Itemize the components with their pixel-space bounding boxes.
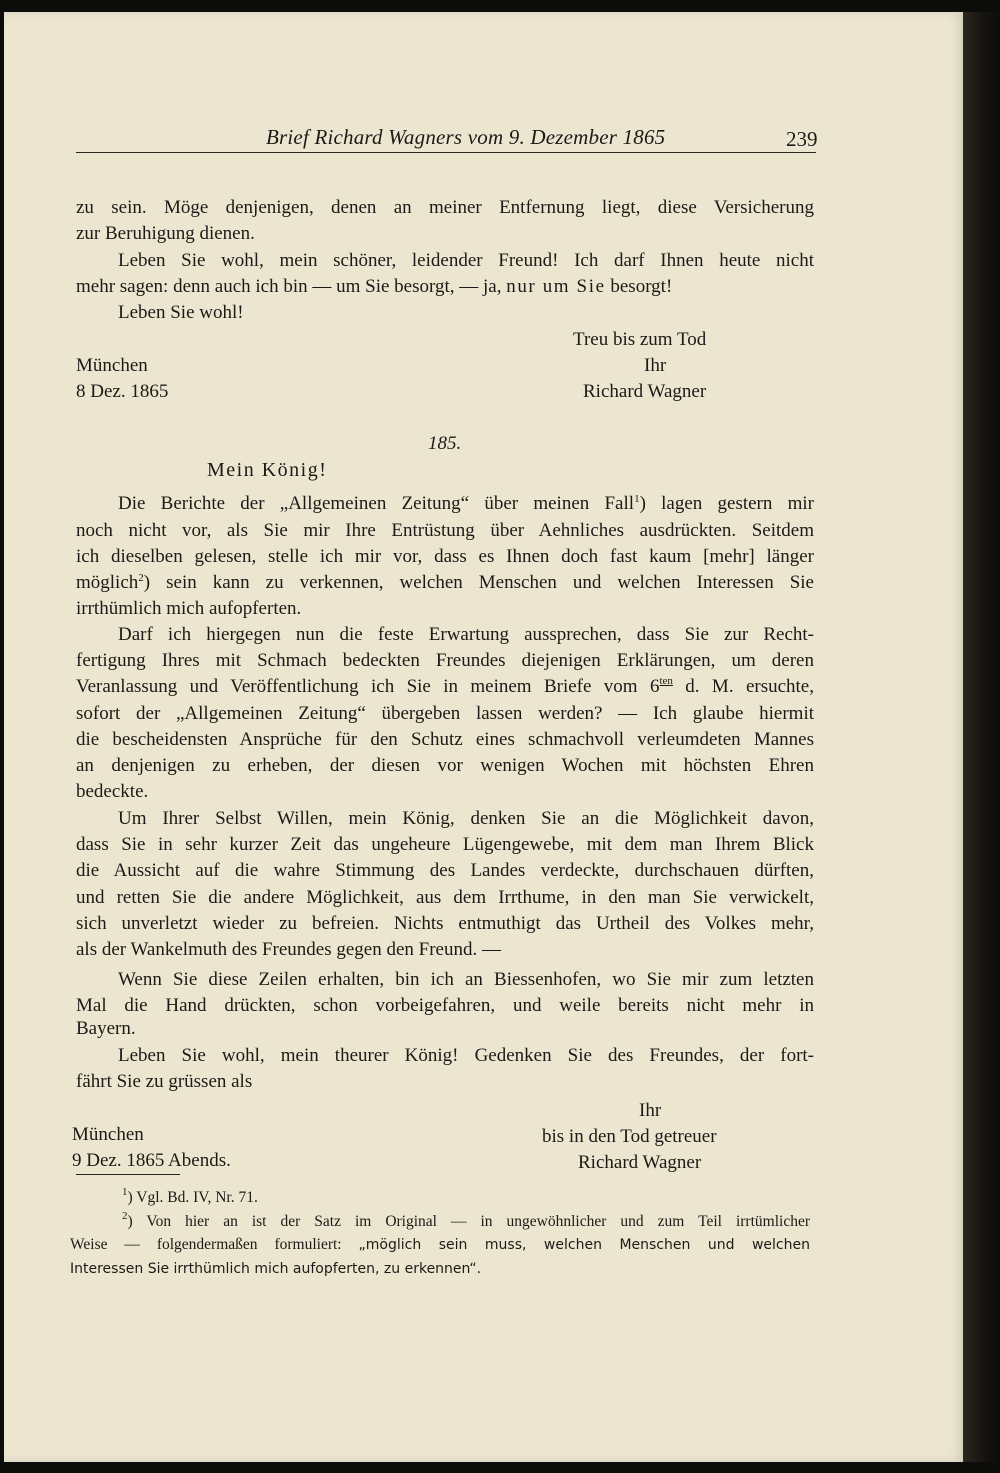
footnote-marker: 1: [122, 1186, 128, 1198]
footnote-rule: [76, 1174, 180, 1175]
closing-line: Treu bis zum Tod: [573, 329, 707, 350]
closing-line: bis in den Tod getreuer: [542, 1126, 717, 1147]
text-line: sich unverletzt wieder zu befreien. Nichts entmuthigt das Urtheil des Volkes mehr,: [76, 913, 814, 934]
superscript-ten: ten: [659, 675, 673, 687]
text-line: und retten Sie die andere Möglichkeit, aus dem Irrthume, in den man Sie verwickelt,: [76, 887, 814, 908]
emphasized-text: nur um Sie: [506, 276, 606, 297]
text-line: zur Beruhigung dienen.: [76, 223, 255, 244]
date-line: 9 Dez. 1865 Abends.: [72, 1150, 231, 1171]
text-line: Leben Sie wohl, mein theurer König! Gedenken Sie des Freundes, der fort-: [118, 1045, 814, 1066]
text-run: möglich: [76, 572, 139, 593]
footnote-text: ) Von hier an ist der Satz im Original — in ungewöhnlicher und zum Teil irrtümlicher: [127, 1213, 810, 1230]
text-run: Veranlassung und Veröffentlichung ich Sie in meinem Briefe vom 6: [76, 676, 660, 697]
closing-line: Ihr: [644, 355, 667, 376]
text-line: [118, 492, 814, 516]
text-line: ich dieselben gelesen, stelle ich mir vor, dass es Ihnen doch fast kaum [mehr] länger: [76, 546, 814, 567]
footnote-marker: 2: [138, 572, 144, 584]
text-line: Leben Sie wohl, mein schöner, leidender Freund! Ich darf Ihnen heute nicht: [118, 250, 814, 271]
footnote-text: Weise — folgendermaßen formuliert:: [70, 1236, 342, 1253]
book-page: [4, 12, 964, 1462]
text-run: ) lagen gestern mir: [639, 493, 814, 514]
text-line: Wenn Sie diese Zeilen erhalten, bin ich an Biessenhofen, wo Sie mir zum letzten: [118, 969, 814, 990]
text-run: ) sein kann zu verkennen, welchen Menschen und welchen Interessen Sie: [143, 572, 814, 593]
footnote-marker: 1: [634, 493, 640, 505]
text-line: irrthümlich mich aufopferten.: [76, 598, 302, 619]
footnote-text: ) Vgl. Bd. IV, Nr. 71.: [127, 1189, 258, 1206]
text-line: die Aussicht auf die wahre Stimmung des Landes verdeckte, durchschauen dürften,: [76, 860, 814, 881]
place-line: München: [72, 1124, 144, 1145]
running-header-title: Brief Richard Wagners vom 9. Dezember 1865: [266, 125, 666, 149]
text-run: besorgt!: [610, 276, 673, 297]
text-line: als der Wankelmuth des Freundes gegen den Freund. —: [76, 939, 501, 960]
date-line: 8 Dez. 1865: [76, 381, 169, 402]
text-run: d. M. ersuchte,: [672, 676, 814, 697]
footnote-marker: 2: [122, 1210, 128, 1222]
text-line: [76, 275, 672, 299]
signature-line: Richard Wagner: [583, 381, 707, 402]
text-line: die bescheidensten Ansprüche für den Schutz eines schmachvoll verleumdeten Mannes: [76, 729, 814, 750]
footnote-quote: „möglich sein muss, welchen Menschen und welchen: [358, 1237, 810, 1253]
text-line: sofort der „Allgemeinen Zeitung“ übergeben lassen werden? — Ich glaube hiermit: [76, 703, 814, 724]
text-line: bedeckte.: [76, 781, 149, 802]
text-line: zu sein. Möge denjenigen, denen an meiner Entfernung liegt, diese Versicherung: [76, 197, 814, 218]
text-line: Leben Sie wohl!: [118, 302, 244, 323]
text-line: noch nicht vor, als Sie mir Ihre Entrüstung über Aehnliches ausdrückten. Seitdem: [76, 520, 814, 541]
closing-line: Ihr: [639, 1100, 662, 1121]
signature-line: Richard Wagner: [578, 1152, 702, 1173]
footnote-2-line: Interessen Sie irrthümlich mich aufopferten, zu erkennen“.: [70, 1261, 482, 1277]
text-line: an denjenigen zu erheben, der diesen vor wenigen Wochen mit höchsten Ehren: [76, 755, 814, 776]
text-line: dass Sie in sehr kurzer Zeit das ungeheure Lügengewebe, mit dem man Ihrem Blick: [76, 834, 814, 855]
text-line: Darf ich hiergegen nun die feste Erwartung aussprechen, dass Sie zur Recht-: [118, 624, 814, 645]
text-line: Um Ihrer Selbst Willen, mein König, denken Sie an die Möglichkeit davon,: [118, 808, 814, 829]
footnote-1: [122, 1187, 258, 1209]
text-line: Mal die Hand drückten, schon vorbeigefahren, und weile bereits nicht mehr in: [76, 995, 814, 1016]
book-spine-shadow: [963, 12, 1000, 1462]
text-line: fährt Sie zu grüssen als: [76, 1071, 253, 1092]
text-line: [76, 675, 814, 699]
header-rule: [76, 152, 816, 153]
place-line: München: [76, 355, 148, 376]
text-run: mehr sagen: denn auch ich bin — um Sie besorgt, — ja,: [76, 276, 502, 297]
text-line: Bayern.: [76, 1018, 136, 1039]
letter-number: 185.: [428, 433, 462, 454]
footnote-2-line: [122, 1211, 810, 1233]
page-number: 239: [786, 127, 818, 151]
salutation: Mein König!: [207, 459, 328, 481]
footnote-2-line: [70, 1234, 810, 1256]
text-line: fertigung Ihres mit Schmach bedeckten Freundes diejenigen Erklärungen, um deren: [76, 650, 814, 671]
text-run: Die Berichte der „Allgemeinen Zeitung“ über meinen Fall: [118, 493, 635, 514]
text-line: [76, 571, 814, 595]
